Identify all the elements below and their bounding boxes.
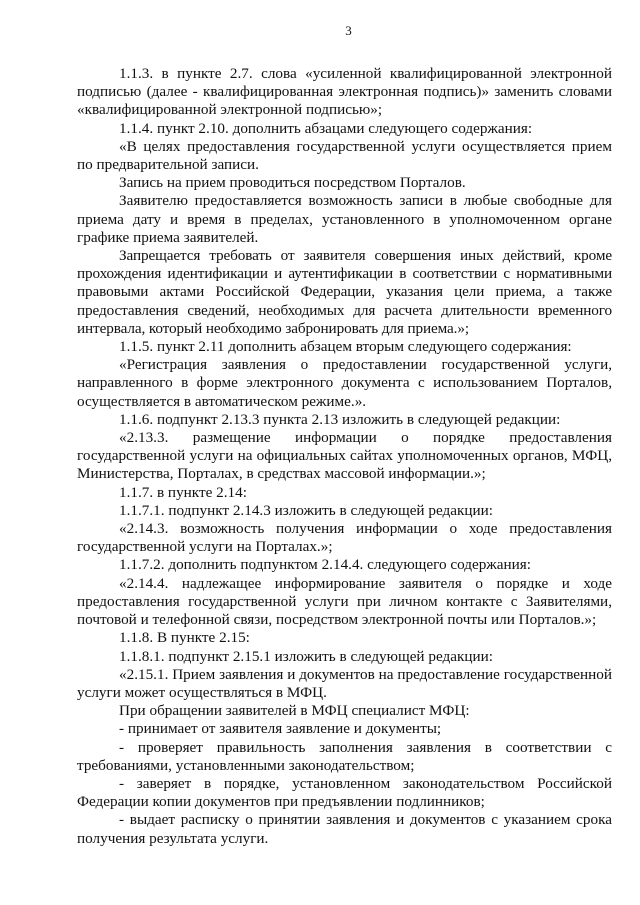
paragraph-registration: «Регистрация заявления о предоставлении государственной услуги, направленного в форме электронного документа с использованием Порталов, осуществляется в автоматическом режиме.». (77, 356, 612, 410)
list-item-issues-receipt: - выдает расписку о принятии заявления и документов с указанием срока получения результата услуги. (77, 811, 612, 847)
paragraph-2-14-4: «2.14.4. надлежащее информирование заявителя о порядке и ходе предоставления государственной услуги при личном контакте с Заявителями, почтовой и телефонной связи, посредством электронной почты или Порталов.»; (77, 574, 612, 629)
page-number: 3 (345, 23, 352, 38)
paragraph-2-13-3: «2.13.3. размещение информации о порядке предоставления государственной услуги на официальных сайтах уполномоченных органов, МФЦ, Министерства, Порталах, в средствах массовой информации.»; (77, 429, 612, 483)
paragraph-1-1-7-1: 1.1.7.1. подпункт 2.14.3 изложить в следующей редакции: (119, 501, 493, 519)
paragraph-preliminary-appointment: «В целях предоставления государственной услуги осуществляется прием по предварительной записи. (77, 137, 612, 174)
paragraph-2-15-1: «2.15.1. Прием заявления и документов на предоставление государственной услуги может осуществляться в МФЦ. (77, 665, 612, 701)
paragraph-free-slots: Заявителю предоставляется возможность записи в любые свободные для приема дату и время в пределах, установленного в уполномоченном органе графике приема заявителей. (77, 192, 612, 246)
document-body (77, 65, 612, 848)
paragraph-1-1-4: 1.1.4. пункт 2.10. дополнить абзацами следующего содержания: (119, 119, 533, 137)
list-item-accepts-application: - принимает от заявителя заявление и документы; (119, 720, 442, 738)
paragraph-1-1-7-2: 1.1.7.2. дополнить подпунктом 2.14.4. следующего содержания: (119, 556, 532, 574)
paragraph-1-1-6: 1.1.6. подпункт 2.13.3 пункта 2.13 изложить в следующей редакции: (119, 410, 561, 428)
paragraph-1-1-8-1: 1.1.8.1. подпункт 2.15.1 изложить в следующей редакции: (119, 647, 493, 665)
paragraph-prohibition: Запрещается требовать от заявителя совершения иных действий, кроме прохождения идентификации и аутентификации в соответствии с нормативными правовыми актами Российской Федерации, указания цели приема, а также предоставления сведений, необходимых для расчета длительности временного интервала, который необходимо забронировать для приема.»; (77, 247, 612, 337)
paragraph-mfc-specialist: При обращении заявителей в МФЦ специалист МФЦ: (119, 702, 470, 720)
paragraph-appointment-via-portals: Запись на прием проводиться посредством Порталов. (119, 174, 466, 192)
paragraph-1-1-8: 1.1.8. В пункте 2.15: (119, 629, 250, 647)
list-item-checks-correctness: - проверяет правильность заполнения заявления в соответствии с требованиями, установленными законодательством; (77, 738, 612, 774)
list-item-certifies-copies: - заверяет в порядке, установленном законодательством Российской Федерации копии документов при предъявлении подлинников; (77, 774, 612, 811)
paragraph-2-14-3: «2.14.3. возможность получения информации о ходе предоставления государственной услуги на Порталах.»; (77, 520, 612, 556)
paragraph-1-1-5: 1.1.5. пункт 2.11 дополнить абзацем вторым следующего содержания: (119, 338, 572, 356)
paragraph-1-1-3: 1.1.3. в пункте 2.7. слова «усиленной квалифицированной электронной подписью (далее - квалифицированная электронная подпись)» заменить словами «квалифицированной электронной подписью»; (77, 65, 612, 119)
paragraph-1-1-7: 1.1.7. в пункте 2.14: (119, 483, 247, 501)
